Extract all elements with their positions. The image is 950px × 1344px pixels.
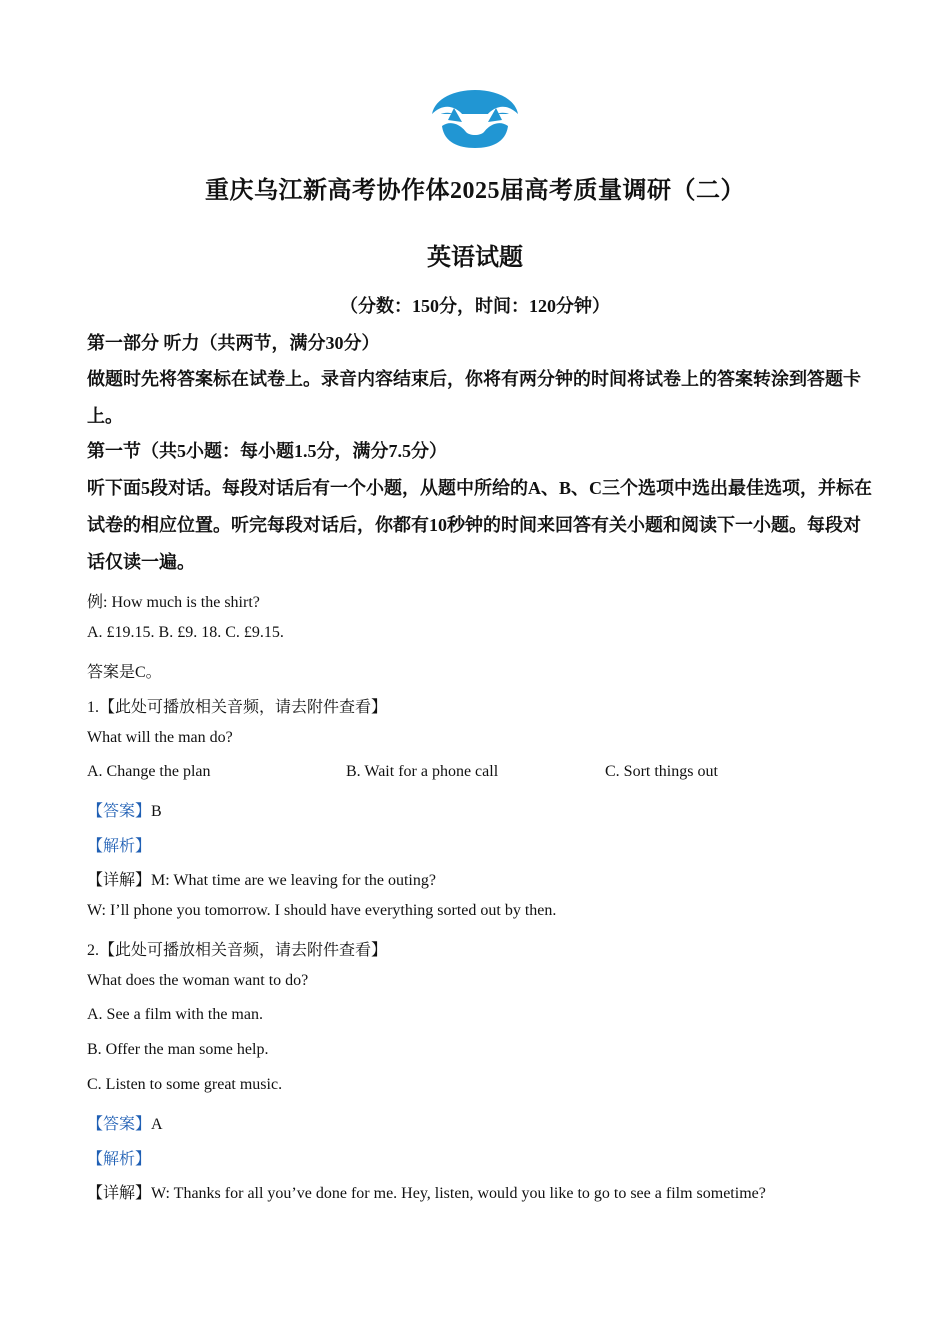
example-options: A. £19.15. B. £9. 18. C. £9.15. xyxy=(87,624,284,641)
q2-detail-line-1: W: Thanks for all you’ve done for me. Hey, listen, would you like to go to see a film sometime? xyxy=(151,1185,766,1202)
q2-answer-tag: 【答案】 xyxy=(87,1116,152,1133)
q1-header xyxy=(87,694,387,717)
q2-number: 2. xyxy=(87,942,99,959)
q1-detail xyxy=(87,867,436,890)
q2-answer xyxy=(87,1111,163,1134)
score-info: （分数：150分，时间：120分钟） xyxy=(340,296,610,316)
q1-answer-value: B xyxy=(151,803,162,820)
example-question: 例: How much is the shirt? xyxy=(87,594,260,611)
exam-title: 重庆乌江新高考协作体2025届高考质量调研（二） xyxy=(205,178,745,204)
logo-icon xyxy=(428,80,522,150)
q2-answer-value: A xyxy=(151,1116,163,1133)
q1-question: What will the man do? xyxy=(87,729,233,746)
section1-heading: 第一节（共5小题：每小题1.5分，满分7.5分） xyxy=(87,441,447,461)
q1-answer-tag: 【答案】 xyxy=(87,803,152,820)
q2-option-a: A. See a film with the man. xyxy=(87,1006,263,1023)
q1-audio-link[interactable]: 【此处可播放相关音频，请去附件查看】 xyxy=(99,699,388,716)
q1-analysis-tag: 【解析】 xyxy=(87,838,152,855)
q1-detail-tag: 【详解】 xyxy=(87,872,152,889)
part1-instructions: 做题时先将答案标在试卷上。录音内容结束后，你将有两分钟的时间将试卷上的答案转涂到答题卡上。 xyxy=(87,369,861,426)
q2-analysis-tag: 【解析】 xyxy=(87,1151,152,1168)
q2-detail xyxy=(87,1180,766,1203)
q1-detail-line-2: W: I’ll phone you tomorrow. I should have everything sorted out by then. xyxy=(87,902,557,919)
q2-audio-link[interactable]: 【此处可播放相关音频，请去附件查看】 xyxy=(99,942,388,959)
part1-heading: 第一部分 听力（共两节，满分30分） xyxy=(87,333,380,353)
q1-answer xyxy=(87,798,162,821)
subject-title: 英语试题 xyxy=(427,245,523,271)
q1-detail-line-1: M: What time are we leaving for the outing? xyxy=(151,872,436,889)
q2-detail-tag: 【详解】 xyxy=(87,1185,152,1202)
q2-option-b: B. Offer the man some help. xyxy=(87,1041,269,1058)
q2-question: What does the woman want to do? xyxy=(87,972,309,989)
q2-option-c: C. Listen to some great music. xyxy=(87,1076,283,1093)
example-answer: 答案是C。 xyxy=(87,664,162,681)
q1-option-c: C. Sort things out xyxy=(605,763,718,780)
section1-instructions: 听下面5段对话。每段对话后有一个小题，从题中所给的A、B、C三个选项中选出最佳选项，并标在试卷的相应位置。听完每段对话后，你都有10秒钟的时间来回答有关小题和阅读下一小题。每段对话仅读一遍。 xyxy=(87,478,872,572)
q1-option-b: B. Wait for a phone call xyxy=(346,763,499,780)
q1-number: 1. xyxy=(87,699,99,716)
q1-option-a: A. Change the plan xyxy=(87,763,211,780)
q2-header xyxy=(87,937,387,960)
